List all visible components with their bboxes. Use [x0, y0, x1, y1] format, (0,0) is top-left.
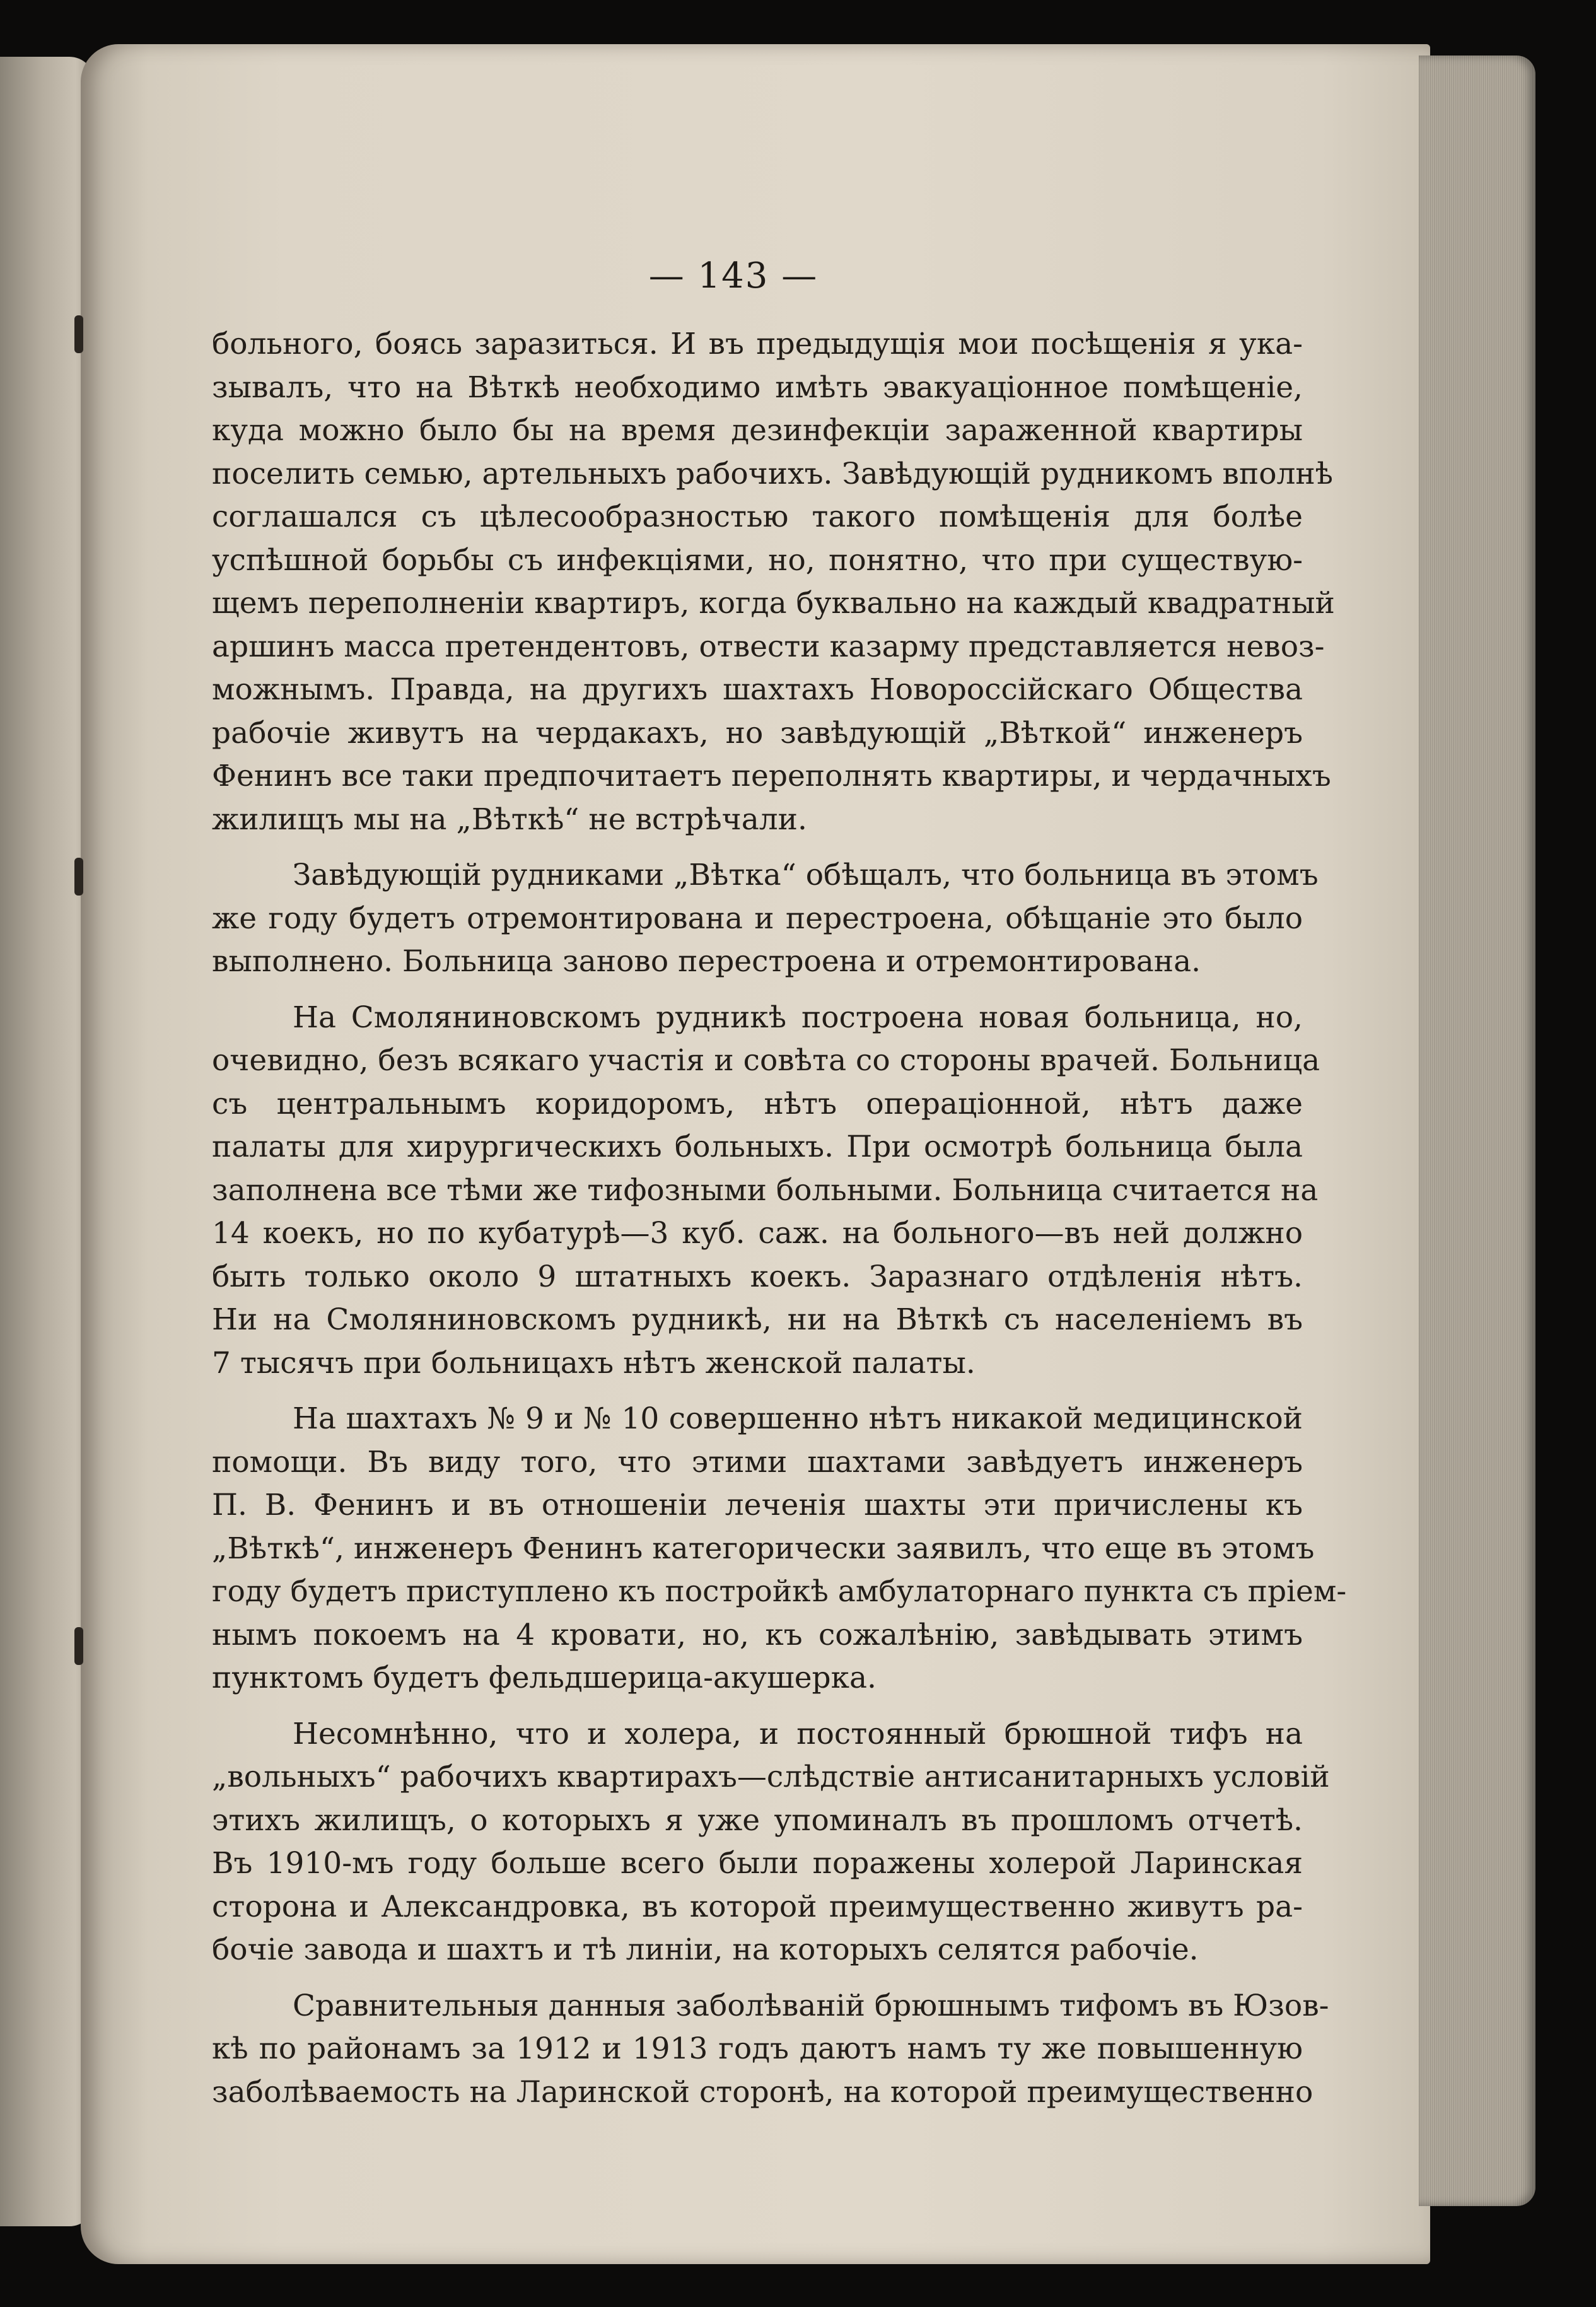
text-line: Ни на Смоляниновскомъ рудникѣ, ни на Вѣткѣ съ населеніемъ въ — [212, 1302, 1303, 1337]
text-line: этихъ жилищъ, о которыхъ я уже упоминалъ въ прошломъ отчетѣ. — [212, 1802, 1303, 1838]
text-line: На Смоляниновскомъ рудникѣ построена новая больница, но, — [293, 1000, 1303, 1035]
binding-mark — [74, 858, 83, 896]
text-line: На шахтахъ № 9 и № 10 совершенно нѣтъ никакой медицинской — [293, 1401, 1303, 1436]
binding-mark — [74, 1627, 83, 1665]
text-line: заболѣваемость на Ларинской сторонѣ, на которой преимущественно — [212, 2074, 1313, 2110]
text-line: жилищъ мы на „Вѣткѣ“ не встрѣчали. — [212, 802, 807, 837]
text-line: сторона и Александровка, въ которой преимущественно живутъ ра- — [212, 1889, 1303, 1924]
text-line: аршинъ масса претендентовъ, отвести казарму представляется невоз- — [212, 629, 1325, 664]
text-line: 7 тысячъ при больницахъ нѣтъ женской палаты. — [212, 1345, 976, 1381]
text-line: же году будетъ отремонтирована и перестроена, обѣщаніе это было — [212, 901, 1303, 936]
text-line: 14 коекъ, но по кубатурѣ—3 куб. саж. на больного—въ ней должно — [212, 1216, 1303, 1251]
text-line: нымъ покоемъ на 4 кровати, но, къ сожалѣнію, завѣдывать этимъ — [212, 1617, 1303, 1652]
text-line: году будетъ приступлено къ постройкѣ амбулаторнаго пункта съ пріем- — [212, 1574, 1347, 1609]
text-line: бочіе завода и шахтъ и тѣ линіи, на которыхъ селятся рабочіе. — [212, 1932, 1199, 1967]
text-line: П. В. Фенинъ и въ отношеніи леченія шахты эти причислены къ — [212, 1488, 1303, 1522]
text-line: поселить семью, артельныхъ рабочихъ. Завѣдующій рудникомъ вполнѣ — [212, 456, 1334, 491]
text-line: быть только около 9 штатныхъ коекъ. Заразнаго отдѣленія нѣтъ. — [212, 1259, 1303, 1294]
text-line: Въ 1910-мъ году больше всего были поражены холерой Ларинская — [212, 1846, 1303, 1881]
text-line: зывалъ, что на Вѣткѣ необходимо имѣть эвакуаціонное помѣщеніе, — [212, 370, 1303, 405]
book-page — [81, 44, 1430, 2264]
binding-mark — [74, 315, 83, 353]
text-line: рабочіе живутъ на чердакахъ, но завѣдующій „Вѣткой“ инженеръ — [212, 715, 1303, 751]
text-line: щемъ переполненіи квартиръ, когда буквально на каждый квадратный — [212, 586, 1335, 621]
text-line: съ центральнымъ коридоромъ, нѣтъ операціонной, нѣтъ даже — [212, 1086, 1303, 1121]
text-line: больного, боясь заразиться. И въ предыдущія мои посѣщенія я ука- — [212, 327, 1303, 361]
text-line: палаты для хирургическихъ больныхъ. При осмотрѣ больница была — [212, 1130, 1303, 1164]
text-line: „Вѣткѣ“, инженеръ Фенинъ категорически заявилъ, что еще въ этомъ — [212, 1531, 1315, 1566]
text-line: очевидно, безъ всякаго участія и совѣта со стороны врачей. Больница — [212, 1043, 1320, 1078]
text-line: можнымъ. Правда, на другихъ шахтахъ Новороссійскаго Общества — [212, 672, 1303, 707]
text-line: соглашался съ цѣлесообразностью такого помѣщенія для болѣе — [212, 499, 1303, 534]
text-line: помощи. Въ виду того, что этими шахтами завѣдуетъ инженеръ — [212, 1444, 1303, 1480]
text-line: кѣ по районамъ за 1912 и 1913 годъ даютъ намъ ту же повышенную — [212, 2031, 1303, 2066]
page-block-edge — [1419, 55, 1535, 2206]
text-line: выполнено. Больница заново перестроена и отремонтирована. — [212, 944, 1201, 979]
page-number: — 143 — — [648, 255, 818, 296]
text-line: успѣшной борьбы съ инфекціями, но, понятно, что при существую- — [212, 542, 1303, 578]
text-line: Несомнѣнно, что и холера, и постоянный брюшной тифъ на — [293, 1716, 1303, 1751]
text-line: „вольныхъ“ рабочихъ квартирахъ—слѣдствіе антисанитарныхъ условій — [212, 1760, 1330, 1794]
text-line: Сравнительныя данныя заболѣваній брюшнымъ тифомъ въ Юзов- — [293, 1988, 1329, 2023]
text-line: заполнена все тѣми же тифозными больными. Больница считается на — [212, 1172, 1319, 1208]
text-line: пунктомъ будетъ фельдшерица-акушерка. — [212, 1661, 877, 1695]
text-line: куда можно было бы на время дезинфекціи зараженной квартиры — [212, 413, 1303, 448]
text-line: Фенинъ все таки предпочитаетъ переполнять квартиры, и чердачныхъ — [212, 759, 1331, 793]
body-text — [212, 323, 1347, 2114]
text-line: Завѣдующій рудниками „Вѣтка“ обѣщалъ, что больница въ этомъ — [293, 858, 1319, 892]
